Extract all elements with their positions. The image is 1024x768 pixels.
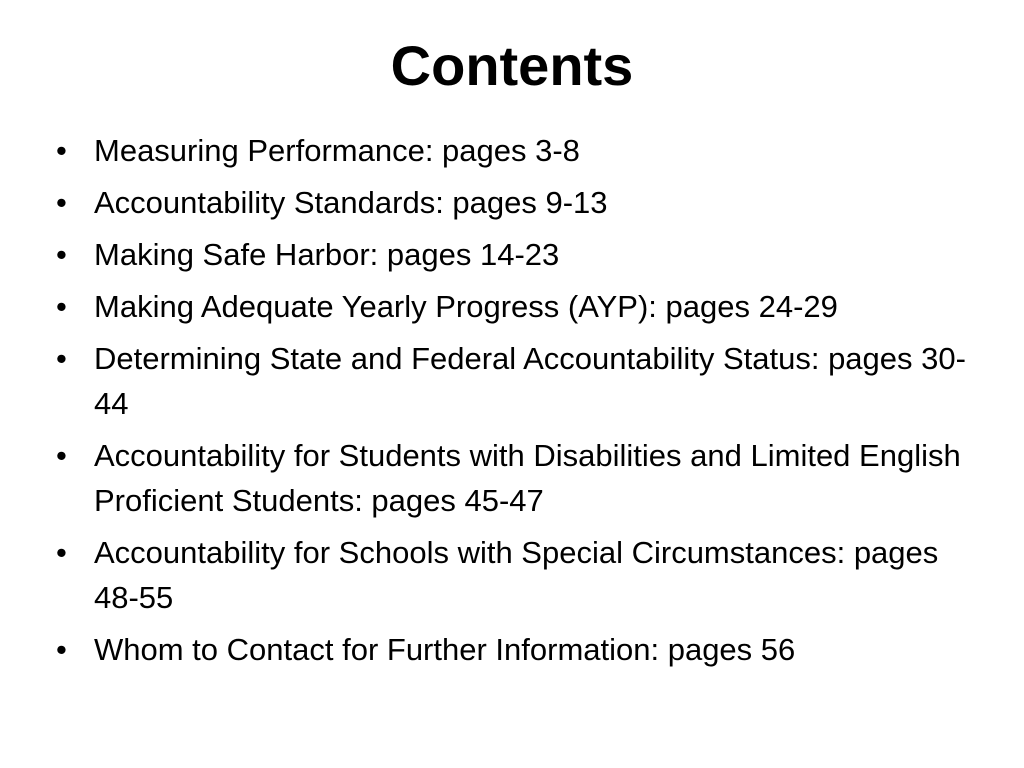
list-item-label: Determining State and Federal Accountability Status: pages 30-44 xyxy=(94,341,966,421)
slide-title: Contents xyxy=(390,34,634,97)
list-item-label: Accountability Standards: pages 9-13 xyxy=(94,185,608,220)
list-item xyxy=(56,627,976,672)
list-item-label: Measuring Performance: pages 3-8 xyxy=(94,133,580,168)
list-item xyxy=(56,433,976,523)
list-item xyxy=(56,336,976,426)
list-item-label: Accountability for Schools with Special Circumstances: pages 48-55 xyxy=(94,535,939,615)
list-item xyxy=(56,128,976,173)
bullet-icon: • xyxy=(56,535,67,570)
bullet-icon: • xyxy=(56,438,67,473)
list-item-label: Making Adequate Yearly Progress (AYP): pages 24-29 xyxy=(94,289,838,324)
bullet-icon: • xyxy=(56,289,67,324)
bullet-icon: • xyxy=(56,237,67,272)
list-item xyxy=(56,530,976,620)
bullet-icon: • xyxy=(56,185,67,220)
contents-list xyxy=(56,128,976,679)
list-item-label: Making Safe Harbor: pages 14-23 xyxy=(94,237,560,272)
list-item-label: Accountability for Students with Disabilities and Limited English Proficient Students: pages 45-47 xyxy=(94,438,961,518)
list-item-label: Whom to Contact for Further Information: pages 56 xyxy=(94,632,796,667)
bullet-icon: • xyxy=(56,341,67,376)
list-item xyxy=(56,180,976,225)
bullet-icon: • xyxy=(56,632,67,667)
list-item xyxy=(56,232,976,277)
bullet-icon: • xyxy=(56,133,67,168)
list-item xyxy=(56,284,976,329)
